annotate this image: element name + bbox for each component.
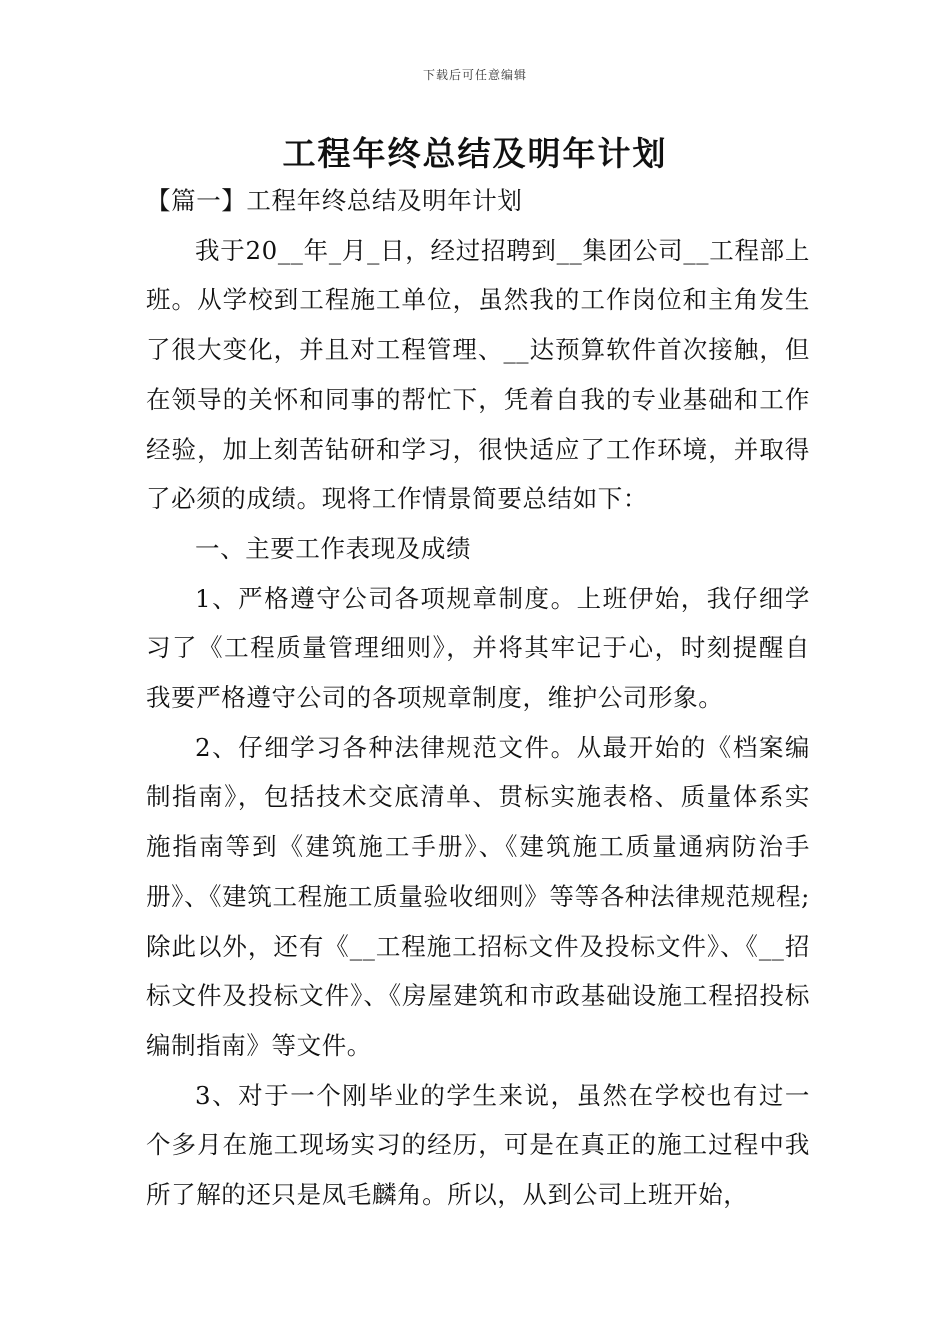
paragraph-item-3: 3、对于一个刚毕业的学生来说，虽然在学校也有过一个多月在施工现场实习的经历，可是在真正的施工过程中我所了解的还只是凤毛麟角。所以，从到公司上班开始， [146, 1080, 810, 1210]
paragraph-item-2: 2、仔细学习各种法律规范文件。从最开始的《档案编制指南》，包括技术交底清单、贯标实施表格、质量体系实施指南等到《建筑施工手册》、《建筑施工质量通病防治手册》、《建筑工程施工质量验收细则》等等各种法律规范规程;除此以外，还有《__工程施工招标文件及投标文件》、《__招标文件及投标文件》、《房屋建筑和市政基础设施工程招投标编制指南》等文件。 [146, 732, 810, 1060]
paragraph-intro: 我于20__年_月_日，经过招聘到__集团公司__工程部上班。从学校到工程施工单位，虽然我的工作岗位和主角发生了很大变化，并且对工程管理、__达预算软件首次接触，但在领导的关怀和同事的帮忙下，凭着自我的专业基础和工作经验，加上刻苦钻研和学习，很快适应了工作环境，并取得了必须的成绩。现将工作情景简要总结如下： [146, 235, 810, 514]
document-title: 工程年终总结及明年计划 [282, 134, 668, 173]
paragraph-section-one-heading: 一、主要工作表现及成绩 [195, 533, 472, 563]
section-heading: 【篇一】工程年终总结及明年计划 [146, 186, 523, 215]
document-body [146, 176, 810, 1220]
paragraph-item-1: 1、严格遵守公司各项规章制度。上班伊始，我仔细学习了《工程质量管理细则》，并将其牢记于心，时刻提醒自我要严格遵守公司的各项规章制度，维护公司形象。 [146, 583, 810, 713]
header-note: 下载后可任意编辑 [422, 68, 527, 82]
